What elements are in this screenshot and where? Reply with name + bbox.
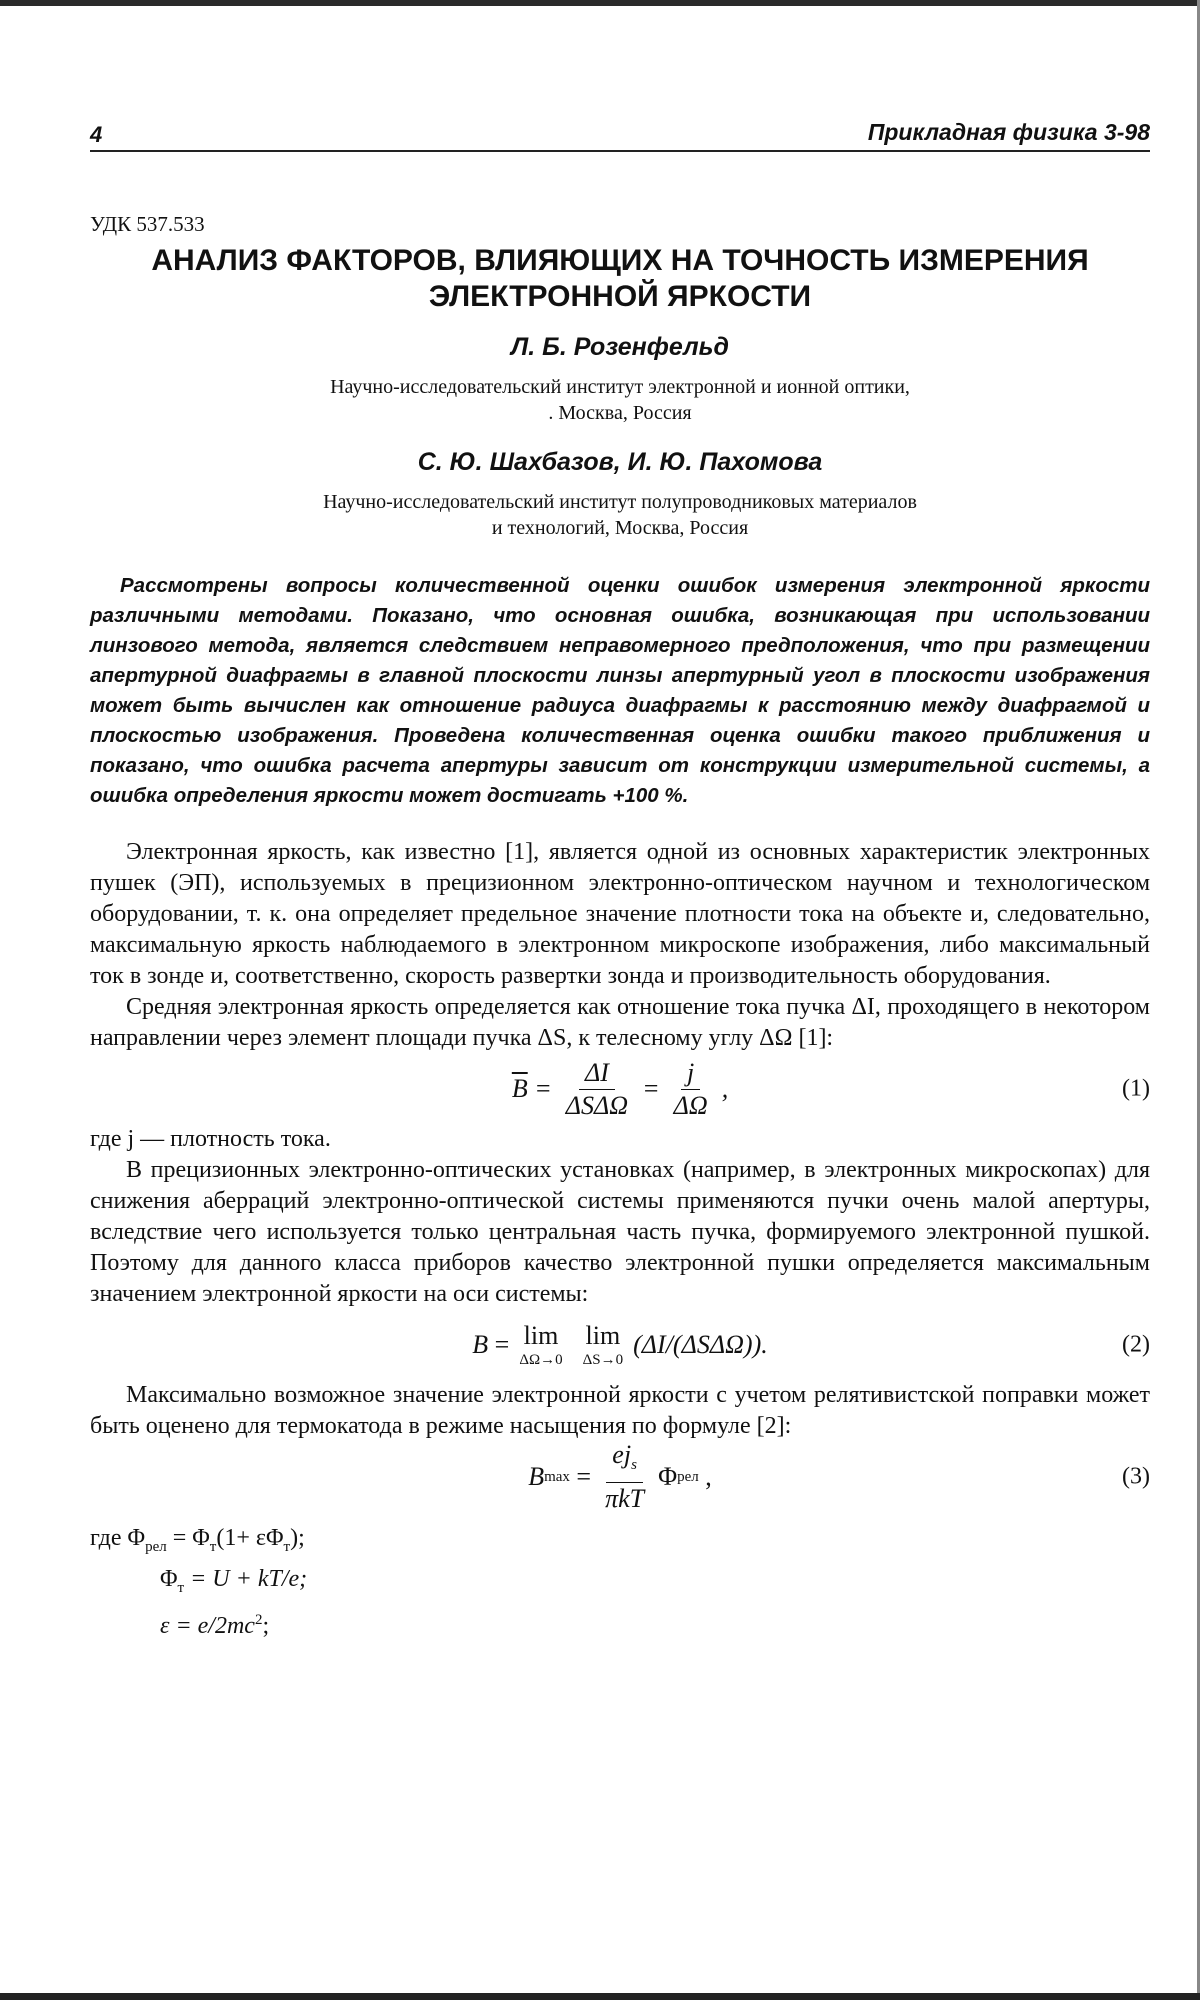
- affiliation-2-line-2: и технологий, Москва, Россия: [491, 517, 749, 539]
- eq2-body: (ΔI/(ΔSΔΩ)).: [633, 1330, 768, 1359]
- def1-tail: (1+ εΦ: [216, 1525, 284, 1551]
- title-line-1: АНАЛИЗ ФАКТОРОВ, ВЛИЯЮЩИХ НА ТОЧНОСТЬ ИЗМЕРЕНИЯ: [151, 244, 1089, 277]
- paragraph-5: Максимально возможное значение электронной яркости с учетом релятивистской поправки может быть оценено для термокатода в режиме насыщения по формуле [2]:: [90, 1382, 1150, 1439]
- journal-page: [90, 90, 1150, 1642]
- eq1-lhs: $\overline{B}$: [511, 1074, 528, 1103]
- eq3-number: (3): [1122, 1463, 1150, 1490]
- eq3-lhs: B: [528, 1462, 545, 1491]
- eq1-number: (1): [1122, 1075, 1150, 1102]
- def3-sup: 2: [254, 1611, 263, 1628]
- eq3-lhs-sub: max: [544, 1468, 570, 1485]
- author-1: Л. Б. Розенфельд: [511, 333, 729, 361]
- paragraph-2: Средняя электронная яркость определяется как отношение тока пучка ΔI, проходящего в некотором направлении через элемент площади пучка ΔS, к телесному углу ΔΩ [1]:: [90, 994, 1150, 1051]
- def1-rest: = Φ: [166, 1525, 210, 1551]
- equation-2: B = lim ΔΩ→0 lim ΔS→0 (ΔI/(ΔSΔΩ)). (2): [472, 1321, 1150, 1368]
- eq2-lim1: lim: [523, 1321, 559, 1350]
- definition-line-3: [90, 1604, 1150, 1642]
- eq2-lim2: lim: [585, 1321, 621, 1350]
- eq1-fraction-1: [560, 1057, 634, 1122]
- title-line-2: ЭЛЕКТРОННОЙ ЯРКОСТИ: [428, 280, 812, 313]
- definitions-block: [90, 1522, 1150, 1642]
- def3-end: ;: [262, 1612, 270, 1639]
- def2-prefix: Φ: [160, 1565, 178, 1592]
- abstract: Рассмотрены вопросы количественной оценки ошибок измерения электронной яркости различными методами. Показано, что основная ошибка, возникающая при использовании линзового метода, является следствием неправомерного предположения, что при размещении апертурной диафрагмы в главной плоскости линзы апертурный угол в плоскости изображения может быть вычислен как отношение радиуса диафрагмы к расстоянию между диафрагмой и плоскостью изображения. Проведена количественная оценка ошибки такого приближения и показано, что ошибка расчета апертуры зависит от конструкции измерительной системы, а ошибка определения яркости может достигать +100 %.: [90, 574, 1150, 807]
- equation-1: $\overline{B}$ = $\frac{\Delta I}{\text{ΔSΔΩ}}$ = $\frac{j}{\Delta\Omega}$ , (1): [511, 1057, 1150, 1120]
- affiliation-2-line-1: Научно-исследовательский институт полупроводниковых материалов: [323, 491, 917, 513]
- eq1-frac1-den: ΔSΔΩ: [565, 1090, 629, 1120]
- eq2-lim1-sub: ΔΩ→0: [519, 1352, 563, 1368]
- affiliation-1-line-2: . Москва, Россия: [548, 402, 692, 424]
- eq3-num-sub: s: [631, 1457, 637, 1474]
- running-header: [90, 90, 1150, 152]
- eq3-fraction: [599, 1439, 650, 1514]
- def3-text: ε = e/2mc: [160, 1612, 255, 1639]
- def1-sub2: т: [209, 1538, 217, 1555]
- page-number: 4: [90, 122, 103, 147]
- eq1-frac2-den: ΔΩ: [673, 1090, 708, 1120]
- def2-sub: т: [177, 1579, 185, 1596]
- eq3-den: πkT: [605, 1483, 645, 1513]
- eq2-limit-1: [519, 1321, 562, 1369]
- paragraph-4: В прецизионных электронно-оптических установках (например, в электронных микроскопах) для снижения аберраций электронно-оптической системы применяются пучки очень малой апертуры, вследствие чего используется только центральная часть пучка, формируемого электронной пушкой. Поэтому для данного класса приборов качество электронной пушки определяется максимальным значением электронной яркости на оси системы:: [90, 1157, 1150, 1307]
- eq1-fraction-2: [668, 1057, 714, 1122]
- equation-3: B max = $\frac{ej_s}{\text{πkT}}$ Φ рел , (3): [528, 1440, 1150, 1513]
- affiliation-2: [90, 489, 1150, 541]
- affiliation-1-line-1: Научно-исследовательский институт электронной и ионной оптики,: [330, 376, 910, 398]
- affiliation-1: [90, 374, 1150, 426]
- eq3-phi-sub: рел: [677, 1468, 699, 1485]
- scan-edge-bottom: [0, 1993, 1200, 2000]
- article-title: [90, 243, 1150, 315]
- eq2-lim2-sub: ΔS→0: [582, 1352, 624, 1368]
- scan-edge-top: [0, 0, 1200, 6]
- def1-sub3: т: [283, 1538, 291, 1555]
- eq2-limit-2: [583, 1321, 624, 1369]
- paragraph-3: где j — плотность тока.: [90, 1126, 331, 1152]
- eq1-frac1-num: ΔI: [579, 1057, 615, 1090]
- author-2: С. Ю. Шахбазов, И. Ю. Пахомова: [417, 448, 823, 476]
- def2-rest: = U + kT/e;: [184, 1565, 308, 1592]
- eq2-number: (2): [1122, 1331, 1150, 1358]
- eq1-frac2-num: j: [681, 1057, 700, 1090]
- udk-code: УДК 537.533: [90, 212, 205, 236]
- eq2-lhs: B: [472, 1330, 489, 1359]
- paragraph-1: Электронная яркость, как известно [1], является одной из основных характеристик электронных пушек (ЭП), используемых в прецизионном электронно-оптическом научном и технологическом оборудовании, т. к. она определяет предельное значение плотности тока на объекте и, следовательно, максимальную яркость наблюдаемого в электронном микроскопе изображения, либо максимальный ток в зонде и, соответственно, скорость развертки зонда и производительность оборудования.: [90, 839, 1150, 989]
- eq3-phi: Φ: [658, 1462, 678, 1491]
- def1-sub: рел: [145, 1538, 167, 1555]
- def1-end: );: [290, 1525, 305, 1551]
- article-body: [90, 837, 1150, 1642]
- def1-prefix: где Φ: [90, 1525, 146, 1551]
- definition-line-2: [90, 1563, 1150, 1604]
- definition-line-1: [90, 1522, 1150, 1563]
- journal-title: Прикладная физика 3-98: [867, 119, 1150, 145]
- eq3-num: [606, 1439, 643, 1482]
- eq3-num-text: ej: [612, 1440, 632, 1470]
